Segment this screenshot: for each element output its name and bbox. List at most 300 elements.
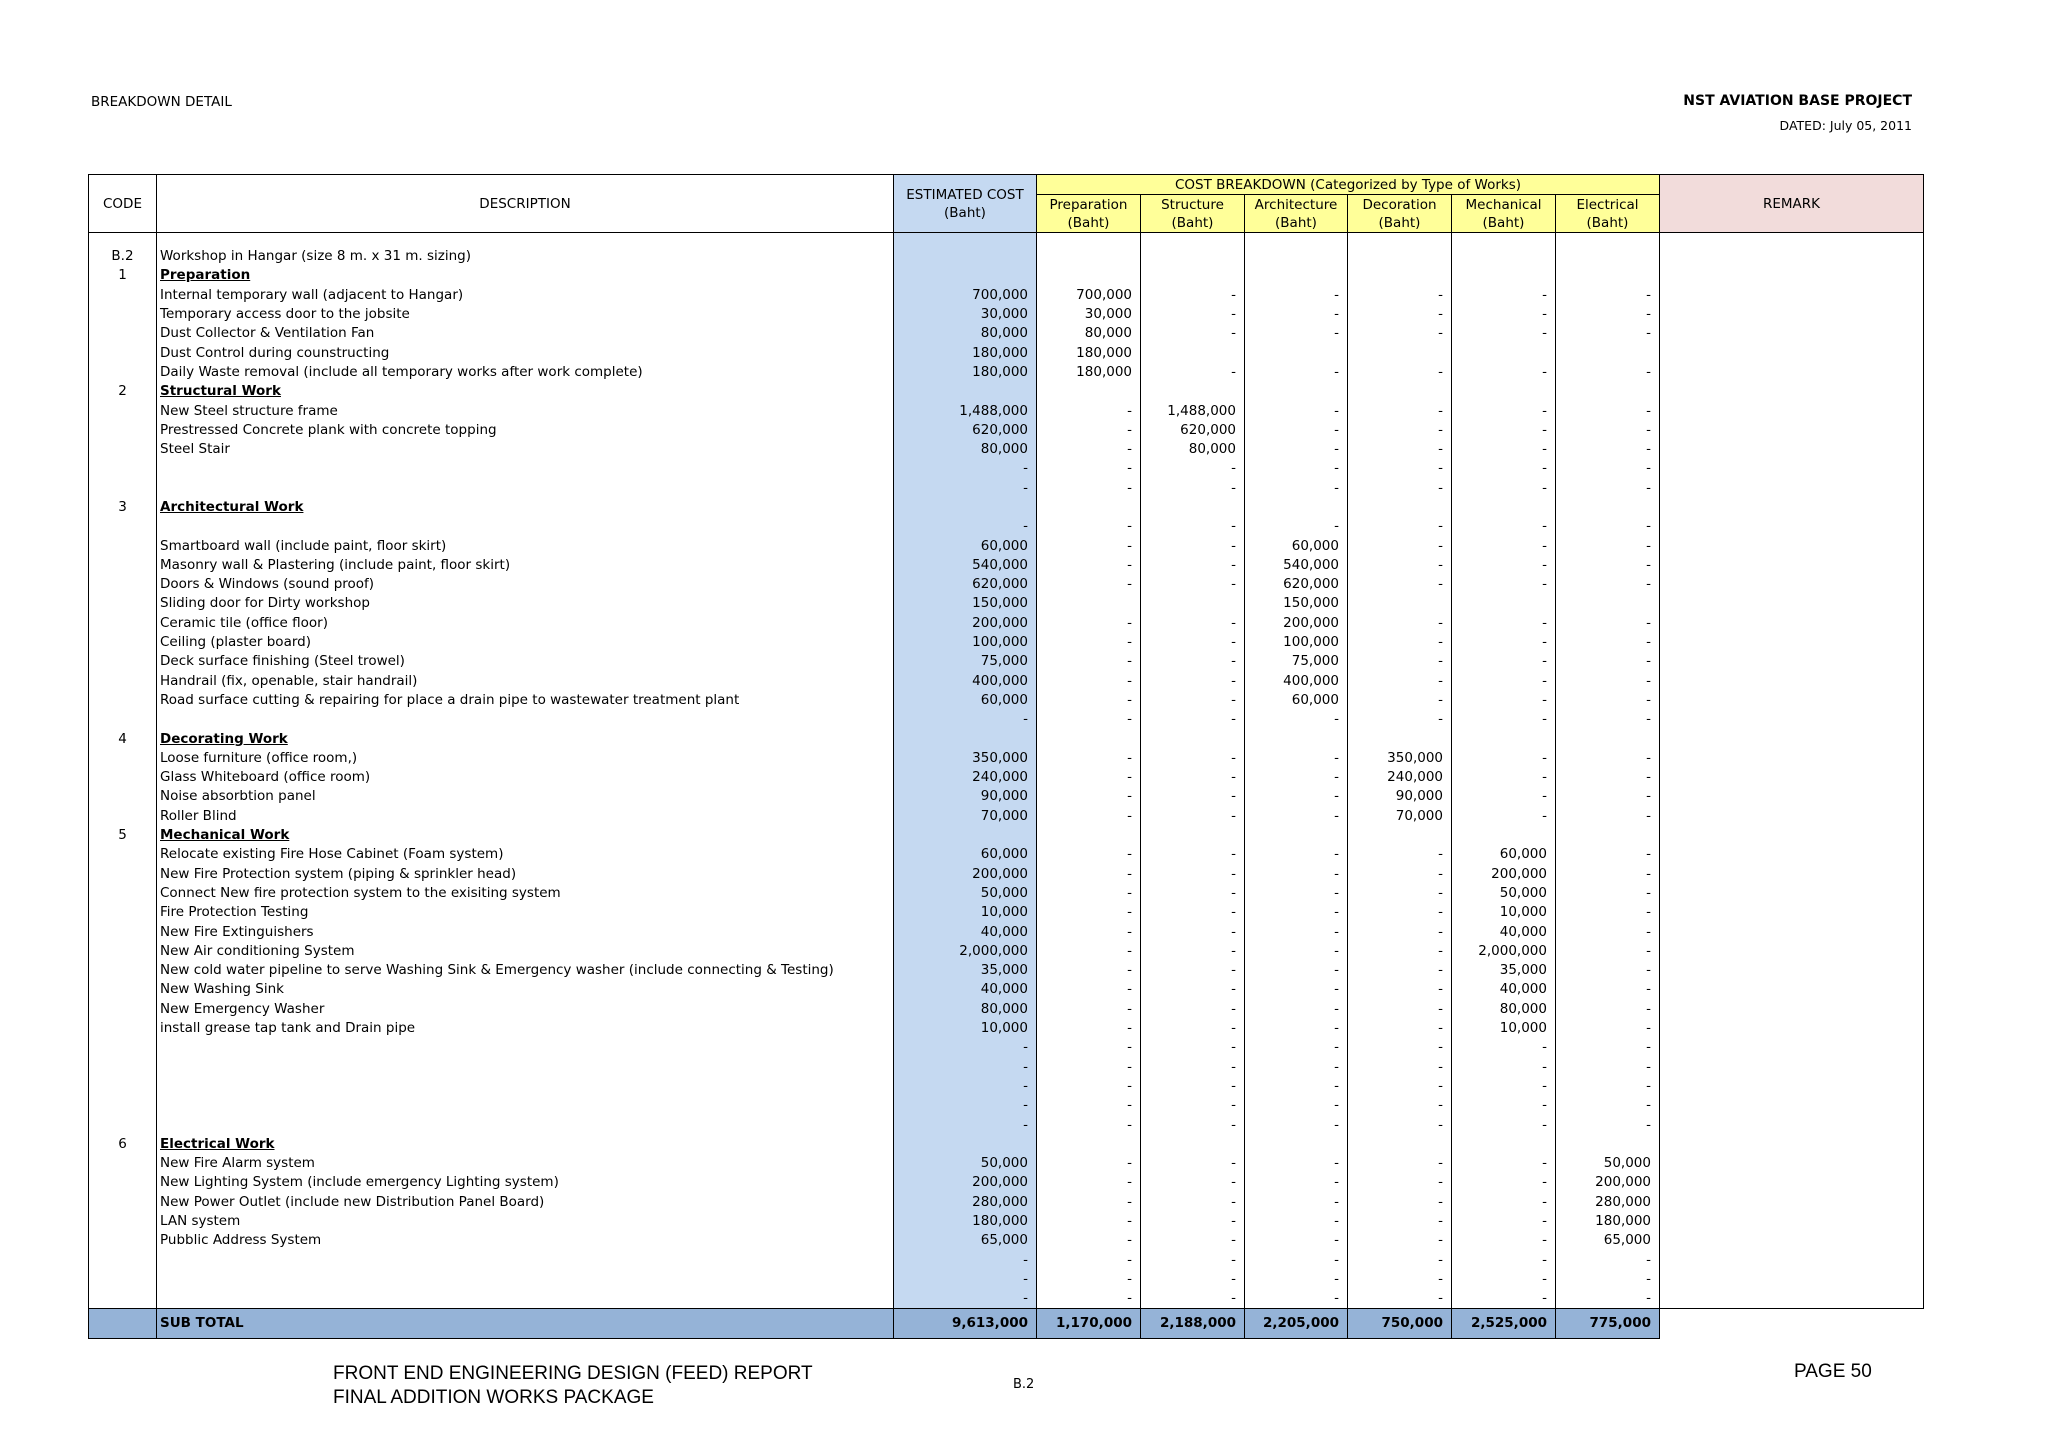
row-breakdown-value: -	[1348, 1154, 1452, 1173]
row-estimated-cost: 10,000	[894, 903, 1037, 922]
row-estimated-cost: -	[894, 1250, 1037, 1269]
row-code	[89, 1231, 157, 1250]
row-breakdown-value: -	[1037, 768, 1141, 787]
row-estimated-cost: -	[894, 517, 1037, 536]
table-row	[89, 749, 1924, 768]
row-estimated-cost: 100,000	[894, 633, 1037, 652]
row-breakdown-value: 80,000	[1452, 1000, 1556, 1019]
row-breakdown-value: -	[1245, 324, 1348, 343]
col-header-breakdown	[1141, 195, 1245, 233]
row-breakdown-value: -	[1556, 1270, 1660, 1289]
row-estimated-cost: 150,000	[894, 594, 1037, 613]
row-breakdown-value: -	[1141, 1038, 1245, 1057]
row-code	[89, 459, 157, 478]
col-header-remark: REMARK	[1660, 175, 1924, 233]
row-remark	[1660, 247, 1924, 266]
row-code	[89, 575, 157, 594]
row-remark	[1660, 1154, 1924, 1173]
section-header-row	[89, 729, 1924, 748]
row-breakdown-value	[1141, 382, 1245, 401]
row-breakdown-value	[1037, 498, 1141, 517]
row-breakdown-value: -	[1037, 536, 1141, 555]
row-breakdown-value: -	[1556, 1250, 1660, 1269]
row-code	[89, 614, 157, 633]
row-breakdown-value: -	[1556, 922, 1660, 941]
row-breakdown-value: -	[1452, 363, 1556, 382]
row-breakdown-value: -	[1037, 672, 1141, 691]
subtotal-code	[89, 1309, 157, 1339]
row-remark	[1660, 922, 1924, 941]
table-row	[89, 305, 1924, 324]
row-estimated-cost: 10,000	[894, 1019, 1037, 1038]
row-breakdown-value: 400,000	[1245, 672, 1348, 691]
row-breakdown-value: -	[1141, 1077, 1245, 1096]
row-breakdown-value: -	[1245, 1173, 1348, 1192]
row-breakdown-value: 200,000	[1245, 614, 1348, 633]
row-description: New Air conditioning System	[157, 942, 894, 961]
row-breakdown-value: -	[1141, 710, 1245, 729]
row-description: New Lighting System (include emergency Lighting system)	[157, 1173, 894, 1192]
row-estimated-cost: 80,000	[894, 324, 1037, 343]
row-estimated-cost: 620,000	[894, 421, 1037, 440]
row-breakdown-value	[1037, 1135, 1141, 1154]
row-description: Pubblic Address System	[157, 1231, 894, 1250]
row-breakdown-value: -	[1245, 479, 1348, 498]
row-breakdown-value: -	[1245, 1077, 1348, 1096]
row-breakdown-value: -	[1348, 1019, 1452, 1038]
row-remark	[1660, 421, 1924, 440]
col-header-breakdown	[1245, 195, 1348, 233]
breakdown-category-unit: (Baht)	[1171, 214, 1214, 231]
row-breakdown-value: 40,000	[1452, 922, 1556, 941]
row-breakdown-value: -	[1245, 440, 1348, 459]
row-breakdown-value: -	[1037, 459, 1141, 478]
breakdown-category-unit: (Baht)	[1586, 214, 1629, 231]
row-breakdown-value: -	[1141, 903, 1245, 922]
row-breakdown-value: -	[1452, 1231, 1556, 1250]
table-row	[89, 1289, 1924, 1309]
table-row	[89, 1193, 1924, 1212]
row-breakdown-value	[1452, 729, 1556, 748]
row-breakdown-value: 240,000	[1348, 768, 1452, 787]
row-remark	[1660, 1212, 1924, 1231]
row-remark	[1660, 382, 1924, 401]
row-breakdown-value: -	[1556, 1057, 1660, 1076]
row-breakdown-value: -	[1141, 768, 1245, 787]
row-description: Architectural Work	[157, 498, 894, 517]
row-breakdown-value: -	[1037, 1019, 1141, 1038]
row-breakdown-value	[1556, 266, 1660, 285]
row-breakdown-value	[1141, 343, 1245, 362]
col-header-code: CODE	[89, 175, 157, 233]
row-breakdown-value: -	[1141, 517, 1245, 536]
row-remark	[1660, 633, 1924, 652]
table-row	[89, 363, 1924, 382]
row-code: B.2	[89, 247, 157, 266]
document-date: DATED: July 05, 2011	[1779, 118, 1912, 133]
row-breakdown-value	[1556, 826, 1660, 845]
row-breakdown-value: -	[1452, 421, 1556, 440]
row-breakdown-value: -	[1037, 1289, 1141, 1309]
row-breakdown-value: -	[1556, 324, 1660, 343]
row-estimated-cost	[894, 1135, 1037, 1154]
row-breakdown-value: -	[1037, 749, 1141, 768]
table-row	[89, 961, 1924, 980]
row-breakdown-value: -	[1348, 1289, 1452, 1309]
row-remark	[1660, 575, 1924, 594]
row-description	[157, 1115, 894, 1134]
col-header-description: DESCRIPTION	[157, 175, 894, 233]
row-breakdown-value: -	[1141, 1057, 1245, 1076]
breakdown-category-label: Mechanical	[1465, 196, 1542, 213]
row-remark	[1660, 884, 1924, 903]
row-estimated-cost	[894, 382, 1037, 401]
row-breakdown-value: -	[1348, 961, 1452, 980]
table-row	[89, 440, 1924, 459]
row-breakdown-value: -	[1348, 517, 1452, 536]
row-breakdown-value: -	[1245, 787, 1348, 806]
row-breakdown-value: -	[1348, 1057, 1452, 1076]
row-description: Relocate existing Fire Hose Cabinet (Foam system)	[157, 845, 894, 864]
row-remark	[1660, 440, 1924, 459]
row-remark	[1660, 614, 1924, 633]
row-breakdown-value: -	[1556, 1115, 1660, 1134]
row-breakdown-value: -	[1556, 749, 1660, 768]
row-code	[89, 691, 157, 710]
col-header-breakdown	[1348, 195, 1452, 233]
row-breakdown-value	[1556, 1135, 1660, 1154]
row-breakdown-value: -	[1141, 286, 1245, 305]
row-breakdown-value: -	[1452, 614, 1556, 633]
row-code: 2	[89, 382, 157, 401]
row-breakdown-value: -	[1245, 942, 1348, 961]
row-remark	[1660, 1019, 1924, 1038]
row-breakdown-value: -	[1037, 787, 1141, 806]
row-breakdown-value: -	[1556, 459, 1660, 478]
subtotal-row	[89, 1309, 1924, 1339]
page-number: PAGE 50	[1794, 1361, 1872, 1382]
table-row	[89, 401, 1924, 420]
row-breakdown-value: -	[1556, 633, 1660, 652]
row-description: Dust Collector & Ventilation Fan	[157, 324, 894, 343]
row-description: Roller Blind	[157, 807, 894, 826]
row-breakdown-value: -	[1348, 691, 1452, 710]
row-breakdown-value: -	[1348, 1077, 1452, 1096]
spacer-cell	[1452, 233, 1556, 248]
row-breakdown-value: -	[1141, 1212, 1245, 1231]
footer-report-title: FRONT END ENGINEERING DESIGN (FEED) REPORT	[333, 1363, 813, 1384]
row-remark	[1660, 1115, 1924, 1134]
row-breakdown-value: -	[1348, 614, 1452, 633]
table-row	[89, 1231, 1924, 1250]
row-breakdown-value: -	[1037, 1173, 1141, 1192]
row-breakdown-value	[1245, 266, 1348, 285]
row-remark	[1660, 459, 1924, 478]
row-breakdown-value: -	[1348, 922, 1452, 941]
table-spacer-row	[89, 233, 1924, 248]
row-breakdown-value: -	[1245, 807, 1348, 826]
row-estimated-cost: 50,000	[894, 884, 1037, 903]
row-remark	[1660, 865, 1924, 884]
row-breakdown-value: 100,000	[1245, 633, 1348, 652]
breakdown-category-label: Electrical	[1576, 196, 1639, 213]
row-breakdown-value: -	[1037, 479, 1141, 498]
row-description	[157, 710, 894, 729]
breakdown-category-unit: (Baht)	[1067, 214, 1110, 231]
table-row	[89, 884, 1924, 903]
row-breakdown-value	[1348, 498, 1452, 517]
row-code	[89, 884, 157, 903]
row-remark	[1660, 942, 1924, 961]
row-breakdown-value: -	[1245, 1154, 1348, 1173]
row-breakdown-value: -	[1556, 807, 1660, 826]
row-code	[89, 1019, 157, 1038]
breakdown-category-label: Structure	[1161, 196, 1224, 213]
row-breakdown-value: -	[1452, 1096, 1556, 1115]
row-estimated-cost: -	[894, 1057, 1037, 1076]
table-row	[89, 980, 1924, 999]
table-row	[89, 768, 1924, 787]
row-remark	[1660, 845, 1924, 864]
row-breakdown-value: -	[1556, 845, 1660, 864]
row-breakdown-value	[1348, 594, 1452, 613]
table-row	[89, 1154, 1924, 1173]
row-breakdown-value: -	[1556, 1038, 1660, 1057]
row-remark	[1660, 1289, 1924, 1309]
row-breakdown-value: -	[1037, 1096, 1141, 1115]
row-breakdown-value: -	[1452, 710, 1556, 729]
row-breakdown-value: -	[1037, 691, 1141, 710]
row-breakdown-value: -	[1452, 749, 1556, 768]
row-breakdown-value: -	[1141, 1289, 1245, 1309]
row-estimated-cost: -	[894, 1270, 1037, 1289]
row-description: Preparation	[157, 266, 894, 285]
row-breakdown-value: -	[1037, 401, 1141, 420]
row-breakdown-value	[1141, 729, 1245, 748]
row-remark	[1660, 305, 1924, 324]
row-breakdown-value: -	[1348, 1212, 1452, 1231]
row-breakdown-value: -	[1037, 1057, 1141, 1076]
table-row	[89, 787, 1924, 806]
row-remark	[1660, 672, 1924, 691]
row-description: Ceiling (plaster board)	[157, 633, 894, 652]
row-breakdown-value	[1556, 343, 1660, 362]
row-estimated-cost: 200,000	[894, 614, 1037, 633]
row-breakdown-value: 540,000	[1245, 556, 1348, 575]
row-code	[89, 672, 157, 691]
row-breakdown-value: -	[1037, 575, 1141, 594]
row-breakdown-value: -	[1556, 1289, 1660, 1309]
row-estimated-cost: 70,000	[894, 807, 1037, 826]
section-header-row	[89, 498, 1924, 517]
row-breakdown-value: -	[1452, 807, 1556, 826]
row-breakdown-value: -	[1452, 1173, 1556, 1192]
table-row	[89, 536, 1924, 555]
row-breakdown-value: -	[1037, 440, 1141, 459]
row-breakdown-value: -	[1141, 1154, 1245, 1173]
row-code	[89, 536, 157, 555]
table-row	[89, 479, 1924, 498]
row-breakdown-value: -	[1037, 942, 1141, 961]
row-code	[89, 594, 157, 613]
row-code	[89, 1115, 157, 1134]
row-remark	[1660, 1038, 1924, 1057]
row-breakdown-value	[1556, 498, 1660, 517]
row-breakdown-value: -	[1452, 691, 1556, 710]
row-code	[89, 479, 157, 498]
subtotal-breakdown-value: 2,188,000	[1141, 1309, 1245, 1339]
row-code	[89, 305, 157, 324]
row-code	[89, 1193, 157, 1212]
row-breakdown-value: -	[1556, 1077, 1660, 1096]
row-breakdown-value: -	[1245, 286, 1348, 305]
col-header-breakdown	[1037, 195, 1141, 233]
row-description: Electrical Work	[157, 1135, 894, 1154]
row-breakdown-value: -	[1141, 652, 1245, 671]
table-row	[89, 1096, 1924, 1115]
row-breakdown-value: -	[1556, 286, 1660, 305]
row-description: New Fire Protection system (piping & sprinkler head)	[157, 865, 894, 884]
row-description: Structural Work	[157, 382, 894, 401]
estimated-cost-unit: (Baht)	[944, 204, 986, 221]
row-description: Workshop in Hangar (size 8 m. x 31 m. sizing)	[157, 247, 894, 266]
row-breakdown-value: -	[1452, 633, 1556, 652]
row-description: Dust Control during counstructing	[157, 343, 894, 362]
row-estimated-cost	[894, 247, 1037, 266]
row-breakdown-value: -	[1348, 1250, 1452, 1269]
table-row	[89, 575, 1924, 594]
row-breakdown-value: -	[1245, 1000, 1348, 1019]
row-description: Glass Whiteboard (office room)	[157, 768, 894, 787]
row-breakdown-value: -	[1348, 440, 1452, 459]
row-code	[89, 556, 157, 575]
subtotal-breakdown-value: 775,000	[1556, 1309, 1660, 1339]
table-row	[89, 672, 1924, 691]
row-description: Prestressed Concrete plank with concrete topping	[157, 421, 894, 440]
row-breakdown-value: 80,000	[1141, 440, 1245, 459]
project-title: NST AVIATION BASE PROJECT	[1683, 93, 1912, 109]
table-row	[89, 1250, 1924, 1269]
row-breakdown-value	[1141, 1135, 1245, 1154]
row-breakdown-value	[1037, 247, 1141, 266]
row-description: Temporary access door to the jobsite	[157, 305, 894, 324]
row-breakdown-value: -	[1245, 903, 1348, 922]
row-breakdown-value: 50,000	[1556, 1154, 1660, 1173]
row-estimated-cost: -	[894, 1077, 1037, 1096]
row-breakdown-value: 200,000	[1556, 1173, 1660, 1192]
row-breakdown-value: -	[1556, 1000, 1660, 1019]
row-remark	[1660, 266, 1924, 285]
row-breakdown-value: -	[1037, 980, 1141, 999]
row-remark	[1660, 1000, 1924, 1019]
row-breakdown-value: -	[1556, 401, 1660, 420]
row-estimated-cost: 1,488,000	[894, 401, 1037, 420]
row-breakdown-value: -	[1245, 768, 1348, 787]
row-code	[89, 324, 157, 343]
section-header-row	[89, 826, 1924, 845]
row-description: Internal temporary wall (adjacent to Hangar)	[157, 286, 894, 305]
row-breakdown-value: 2,000,000	[1452, 942, 1556, 961]
row-breakdown-value: -	[1245, 1250, 1348, 1269]
row-estimated-cost: 80,000	[894, 1000, 1037, 1019]
table-row	[89, 865, 1924, 884]
row-breakdown-value: -	[1141, 961, 1245, 980]
row-breakdown-value	[1245, 247, 1348, 266]
col-header-breakdown	[1556, 195, 1660, 233]
row-remark	[1660, 961, 1924, 980]
row-breakdown-value: -	[1245, 865, 1348, 884]
row-code: 4	[89, 729, 157, 748]
row-code	[89, 1000, 157, 1019]
row-breakdown-value: -	[1348, 324, 1452, 343]
row-breakdown-value: -	[1348, 1270, 1452, 1289]
row-breakdown-value: -	[1141, 1115, 1245, 1134]
row-breakdown-value: 30,000	[1037, 305, 1141, 324]
row-breakdown-value	[1348, 266, 1452, 285]
row-breakdown-value: -	[1556, 1019, 1660, 1038]
row-estimated-cost: 50,000	[894, 1154, 1037, 1173]
row-breakdown-value: -	[1452, 401, 1556, 420]
row-breakdown-value: -	[1141, 1096, 1245, 1115]
row-breakdown-value: -	[1141, 575, 1245, 594]
table-row	[89, 922, 1924, 941]
row-code: 1	[89, 266, 157, 285]
row-remark	[1660, 903, 1924, 922]
row-code	[89, 1289, 157, 1309]
row-remark	[1660, 1077, 1924, 1096]
row-breakdown-value: -	[1141, 787, 1245, 806]
row-breakdown-value: -	[1556, 305, 1660, 324]
row-breakdown-value	[1245, 729, 1348, 748]
row-breakdown-value: 10,000	[1452, 903, 1556, 922]
row-breakdown-value: -	[1245, 1270, 1348, 1289]
row-estimated-cost: 180,000	[894, 343, 1037, 362]
row-estimated-cost: 75,000	[894, 652, 1037, 671]
row-breakdown-value: -	[1556, 980, 1660, 999]
row-code	[89, 1038, 157, 1057]
row-breakdown-value: -	[1037, 1000, 1141, 1019]
row-breakdown-value: -	[1141, 614, 1245, 633]
row-breakdown-value	[1037, 826, 1141, 845]
row-breakdown-value: -	[1556, 536, 1660, 555]
table-row	[89, 942, 1924, 961]
row-breakdown-value	[1245, 382, 1348, 401]
row-breakdown-value: -	[1348, 845, 1452, 864]
row-breakdown-value: -	[1348, 652, 1452, 671]
row-breakdown-value: -	[1556, 768, 1660, 787]
row-estimated-cost: 2,000,000	[894, 942, 1037, 961]
table-row	[89, 594, 1924, 613]
row-breakdown-value: -	[1348, 884, 1452, 903]
spacer-cell	[157, 233, 894, 248]
row-estimated-cost: 400,000	[894, 672, 1037, 691]
row-breakdown-value	[1141, 594, 1245, 613]
row-code	[89, 633, 157, 652]
row-breakdown-value: -	[1452, 324, 1556, 343]
row-breakdown-value: -	[1037, 1250, 1141, 1269]
row-breakdown-value: -	[1245, 1038, 1348, 1057]
row-estimated-cost: -	[894, 479, 1037, 498]
row-estimated-cost: 35,000	[894, 961, 1037, 980]
row-breakdown-value: -	[1452, 1077, 1556, 1096]
row-breakdown-value: -	[1245, 749, 1348, 768]
subtotal-remark	[1660, 1309, 1924, 1339]
row-code	[89, 807, 157, 826]
row-breakdown-value: 180,000	[1037, 363, 1141, 382]
row-breakdown-value	[1245, 343, 1348, 362]
row-breakdown-value: -	[1348, 980, 1452, 999]
row-code	[89, 845, 157, 864]
